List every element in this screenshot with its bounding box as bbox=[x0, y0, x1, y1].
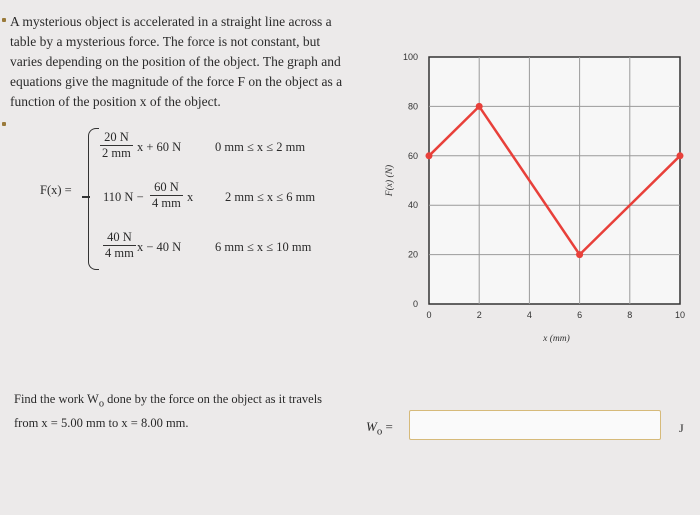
y-tick-label: 80 bbox=[407, 101, 418, 112]
piece1-num: 20 N bbox=[104, 130, 129, 144]
answer-label bbox=[366, 419, 393, 438]
piece3-domain: 6 mm ≤ x ≤ 10 mm bbox=[215, 240, 312, 254]
y-tick-label: 60 bbox=[407, 150, 418, 161]
x-tick-label: 6 bbox=[577, 310, 583, 320]
x-axis-label: x (mm) bbox=[543, 334, 570, 344]
y-tick-label: 100 bbox=[402, 52, 418, 62]
piece3-rest: x − 40 N bbox=[137, 240, 182, 254]
y-tick-label: 20 bbox=[407, 249, 418, 260]
answer-label-subscript: o bbox=[376, 425, 383, 438]
answer-label-symbol: W bbox=[366, 419, 377, 434]
piece3-num: 40 N bbox=[107, 230, 132, 244]
piece1-den: 2 mm bbox=[102, 146, 131, 160]
piece1-domain: 0 mm ≤ x ≤ 2 mm bbox=[215, 140, 306, 154]
y-axis-label: F(x) (N) bbox=[385, 164, 395, 197]
x-tick-label: 4 bbox=[526, 310, 532, 320]
piece3-den: 4 mm bbox=[105, 246, 134, 260]
y-tick-label: 0 bbox=[412, 299, 418, 309]
problem-line: varies depending on the position of the object. The graph and bbox=[10, 54, 341, 69]
piece1-rest: x + 60 N bbox=[137, 140, 182, 154]
x-tick-label: 0 bbox=[426, 310, 432, 320]
x-tick-label: 8 bbox=[627, 310, 633, 320]
question-subscript: o bbox=[98, 398, 105, 410]
plot-area bbox=[429, 57, 680, 304]
x-tick-label: 10 bbox=[674, 310, 686, 320]
work-answer-input[interactable] bbox=[409, 410, 661, 440]
y-tick-label: 40 bbox=[407, 200, 418, 211]
piece2-prefix: 110 N − bbox=[103, 190, 144, 204]
question-line1-rest: done by the force on the object as it travels bbox=[104, 392, 323, 406]
data-point bbox=[677, 152, 684, 159]
question-text bbox=[14, 390, 344, 432]
answer-unit: J bbox=[679, 421, 684, 435]
problem-line: A mysterious object is accelerated in a straight line across a bbox=[10, 14, 332, 29]
answer-label-equals: = bbox=[385, 419, 393, 434]
piece2-den: 4 mm bbox=[152, 196, 181, 210]
piece2-domain: 2 mm ≤ x ≤ 6 mm bbox=[225, 190, 316, 204]
problem-line: table by a mysterious force. The force is not constant, but bbox=[10, 34, 321, 49]
x-tick-label: 2 bbox=[476, 310, 482, 320]
question-line1: Find the work W bbox=[14, 392, 99, 406]
data-point bbox=[476, 103, 483, 110]
data-point bbox=[426, 152, 433, 159]
question-line2: from x = 5.00 mm to x = 8.00 mm. bbox=[14, 415, 189, 430]
piece2-num: 60 N bbox=[154, 180, 179, 194]
piece2-rest: x bbox=[187, 190, 194, 204]
problem-line: equations give the magnitude of the force F on the object as a bbox=[10, 74, 343, 89]
data-point bbox=[576, 251, 583, 258]
equation-lhs: F(x) = bbox=[40, 183, 72, 197]
problem-line: function of the position x of the object. bbox=[10, 94, 221, 109]
